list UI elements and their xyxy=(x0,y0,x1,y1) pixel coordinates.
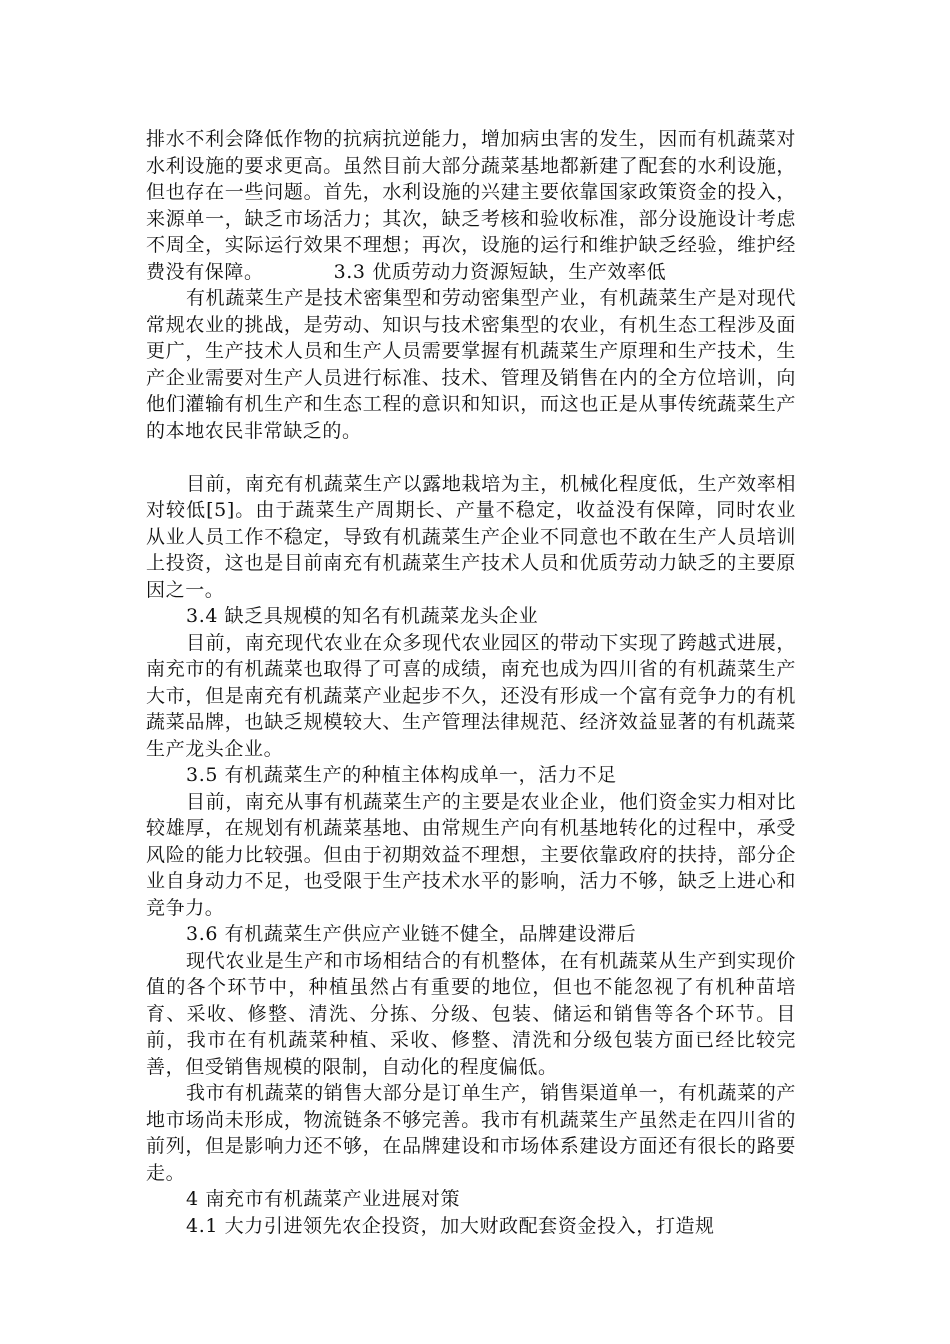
section-heading-4: 4 南充市有机蔬菜产业进展对策 xyxy=(186,1188,461,1210)
document-page xyxy=(146,126,796,1239)
paragraph-text: 排水不利会降低作物的抗病抗逆能力，增加病虫害的发生，因而有机蔬菜对水利设施的要求更高。虽然目前大部分蔬菜基地都新建了配套的水利设施，但也存在一些问题。首先，水利设施的兴建主要依靠国家政策资金的投入，来源单一，缺乏市场活力；其次，缺乏考核和验收标准，部分设施设计考虑不周全，实际运行效果不理想；再次，设施的运行和维护缺乏经验，维护经费没有保障。 xyxy=(146,128,796,283)
paragraph-production-efficiency: 目前，南充有机蔬菜生产以露地栽培为主，机械化程度低，生产效率相对较低[5]。由于蔬菜生产周期长、产量不稳定，收益没有保障，同时农业从业人员工作不稳定，导致有机蔬菜生产企业不同意也不敢在生产人员培训上投资，这也是目前南充有机蔬菜生产技术人员和优质劳动力缺乏的主要原因之一。 xyxy=(146,472,796,601)
paragraph-sales-channels: 我市有机蔬菜的销售大部分是订单生产，销售渠道单一，有机蔬菜的产地市场尚未形成，物流链条不够完善。我市有机蔬菜生产虽然走在四川省的前列，但是影响力还不够，在品牌建设和市场体系建设方面还有很长的路要走。 xyxy=(146,1082,796,1184)
blank-line xyxy=(146,444,796,471)
section-heading-3-5: 3.5 有机蔬菜生产的种植主体构成单一，活力不足 xyxy=(186,764,617,786)
paragraph-planting-entities: 目前，南充从事有机蔬菜生产的主要是农业企业，他们资金实力相对比较雄厚，在规划有机蔬菜基地、由常规生产向有机基地转化的过程中，承受风险的能力比较强。但由于初期效益不理想，主要依靠政府的扶持，部分企业自身动力不足，也受限于生产技术水平的影响，活力不够，缺乏上进心和竞争力。 xyxy=(146,790,796,919)
paragraph-water-facilities xyxy=(146,126,796,285)
section-heading-4-1: 4.1 大力引进领先农企投资，加大财政配套资金投入，打造规 xyxy=(186,1214,715,1237)
section-heading-3-4: 3.4 缺乏具规模的知名有机蔬菜龙头企业 xyxy=(186,605,539,627)
section-heading-3-6: 3.6 有机蔬菜生产供应产业链不健全，品牌建设滞后 xyxy=(186,923,637,945)
section-heading-3-3: 3.3 优质劳动力资源短缺，生产效率低 xyxy=(333,260,667,283)
paragraph-labor-intensive: 有机蔬菜生产是技术密集型和劳动密集型产业，有机蔬菜生产是对现代常规农业的挑战，是劳动、知识与技术密集型的农业，有机生态工程涉及面更广，生产技术人员和生产人员需要掌握有机蔬菜生产原理和生产技术，生产企业需要对生产人员进行标准、技术、管理及销售在内的全方位培训，向他们灌输有机生产和生态工程的意识和知识，而这也正是从事传统蔬菜生产的本地农民非常缺乏的。 xyxy=(146,287,796,442)
paragraph-industry-chain: 现代农业是生产和市场相结合的有机整体，在有机蔬菜从生产到实现价值的各个环节中，种植虽然占有重要的地位，但也不能忽视了有机种苗培育、采收、修整、清洗、分拣、分级、包装、储运和销售等各个环节。目前，我市在有机蔬菜种植、采收、修整、清洗和分级包装方面已经比较完善，但受销售规模的限制，自动化的程度偏低。 xyxy=(146,949,796,1078)
paragraph-leading-enterprises: 目前，南充现代农业在众多现代农业园区的带动下实现了跨越式进展，南充市的有机蔬菜也取得了可喜的成绩，南充也成为四川省的有机蔬菜生产大市，但是南充有机蔬菜产业起步不久，还没有形成一个富有竞争力的有机蔬菜品牌，也缺乏规模较大、生产管理法律规范、经济效益显著的有机蔬菜生产龙头企业。 xyxy=(146,631,796,760)
